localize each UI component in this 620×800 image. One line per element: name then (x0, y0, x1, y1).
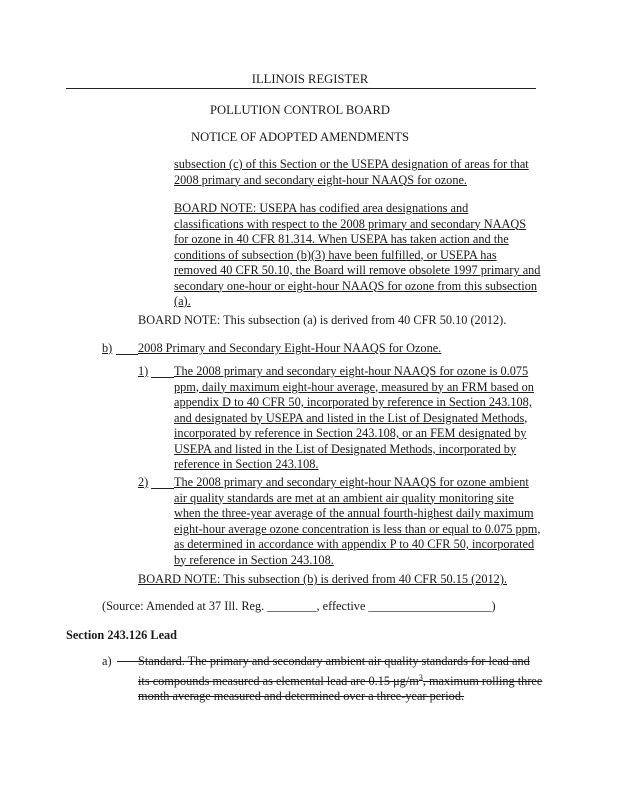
subsection-b-tab (116, 341, 138, 355)
lead-a-text: Standard. The primary and secondary ambient air quality standards for lead and its compounds measured as elemental lead are 0.15 $\mu g/m^3$, maximum rolling three month average measured and determined over a three-year period. (138, 654, 543, 704)
item-2-label: 2) (138, 475, 149, 489)
board-note-a: BOARD NOTE: This subsection (a) is derived from 40 CFR 50.10 (2012). (138, 313, 507, 327)
item-2-text: The 2008 primary and secondary eight-hour NAAQS for ozone ambient air quality standards are met at an ambient air quality monitoring site when the three-year average of the annual fourth-highest daily maximum eight-hour average ozone concentration is less than or equal to 0.075 ppm, as determined in accordance with appendix P to 40 CFR 50, incorporated by reference in Section 243.108. (174, 475, 541, 567)
notice-title: NOTICE OF ADOPTED AMENDMENTS (191, 130, 409, 144)
item-1-text: The 2008 primary and secondary eight-hour NAAQS for ozone is 0.075 ppm, daily maximum eight-hour average, measured by an FRM based on appendix D to 40 CFR 50, incorporated by reference in Section 243.108, and designated by USEPA and listed in the List of Designated Methods, incorporated by reference in Section 243.108, or an FEM designated by USEPA and listed in the List of Designated Methods, incorporated by reference in Section 243.108. (174, 364, 534, 471)
subsection-b-title: 2008 Primary and Secondary Eight-Hour NAAQS for Ozone. (138, 341, 442, 355)
board-title: POLLUTION CONTROL BOARD (209, 103, 391, 117)
board-note-added: BOARD NOTE: USEPA has codified area designations and classifications with respect to the 2008 primary and secondary NAAQS for ozone in 40 CFR 81.314. When USEPA has taken action and the conditions of subsection (b)(3) have been fulfilled, or USEPA has removed 40 CFR 50.10, the Board will remove obsolete 1997 primary and secondary one-hour or eight-hour NAAQS for ozone from this subsection (a). (174, 201, 541, 308)
lead-a-tab-strike (117, 661, 138, 662)
subsection-b-label: b) (102, 341, 113, 355)
continued-paragraph: subsection (c) of this Section or the USEPA designation of areas for that 2008 primary and secondary eight-hour NAAQS for ozone. (174, 157, 529, 187)
register-title: ILLINOIS REGISTER (251, 72, 369, 86)
header-rule (66, 88, 536, 89)
item-1-label: 1) (138, 364, 149, 378)
lead-a-label: a) (102, 654, 112, 668)
item-2-tab (151, 475, 174, 489)
section-heading: Section 243.126 Lead (66, 628, 178, 642)
item-1-tab (151, 364, 174, 378)
board-note-b: BOARD NOTE: This subsection (b) is derived from 40 CFR 50.15 (2012). (138, 572, 507, 586)
source-line: (Source: Amended at 37 Ill. Reg. ________, effective ____________________) (102, 599, 496, 613)
